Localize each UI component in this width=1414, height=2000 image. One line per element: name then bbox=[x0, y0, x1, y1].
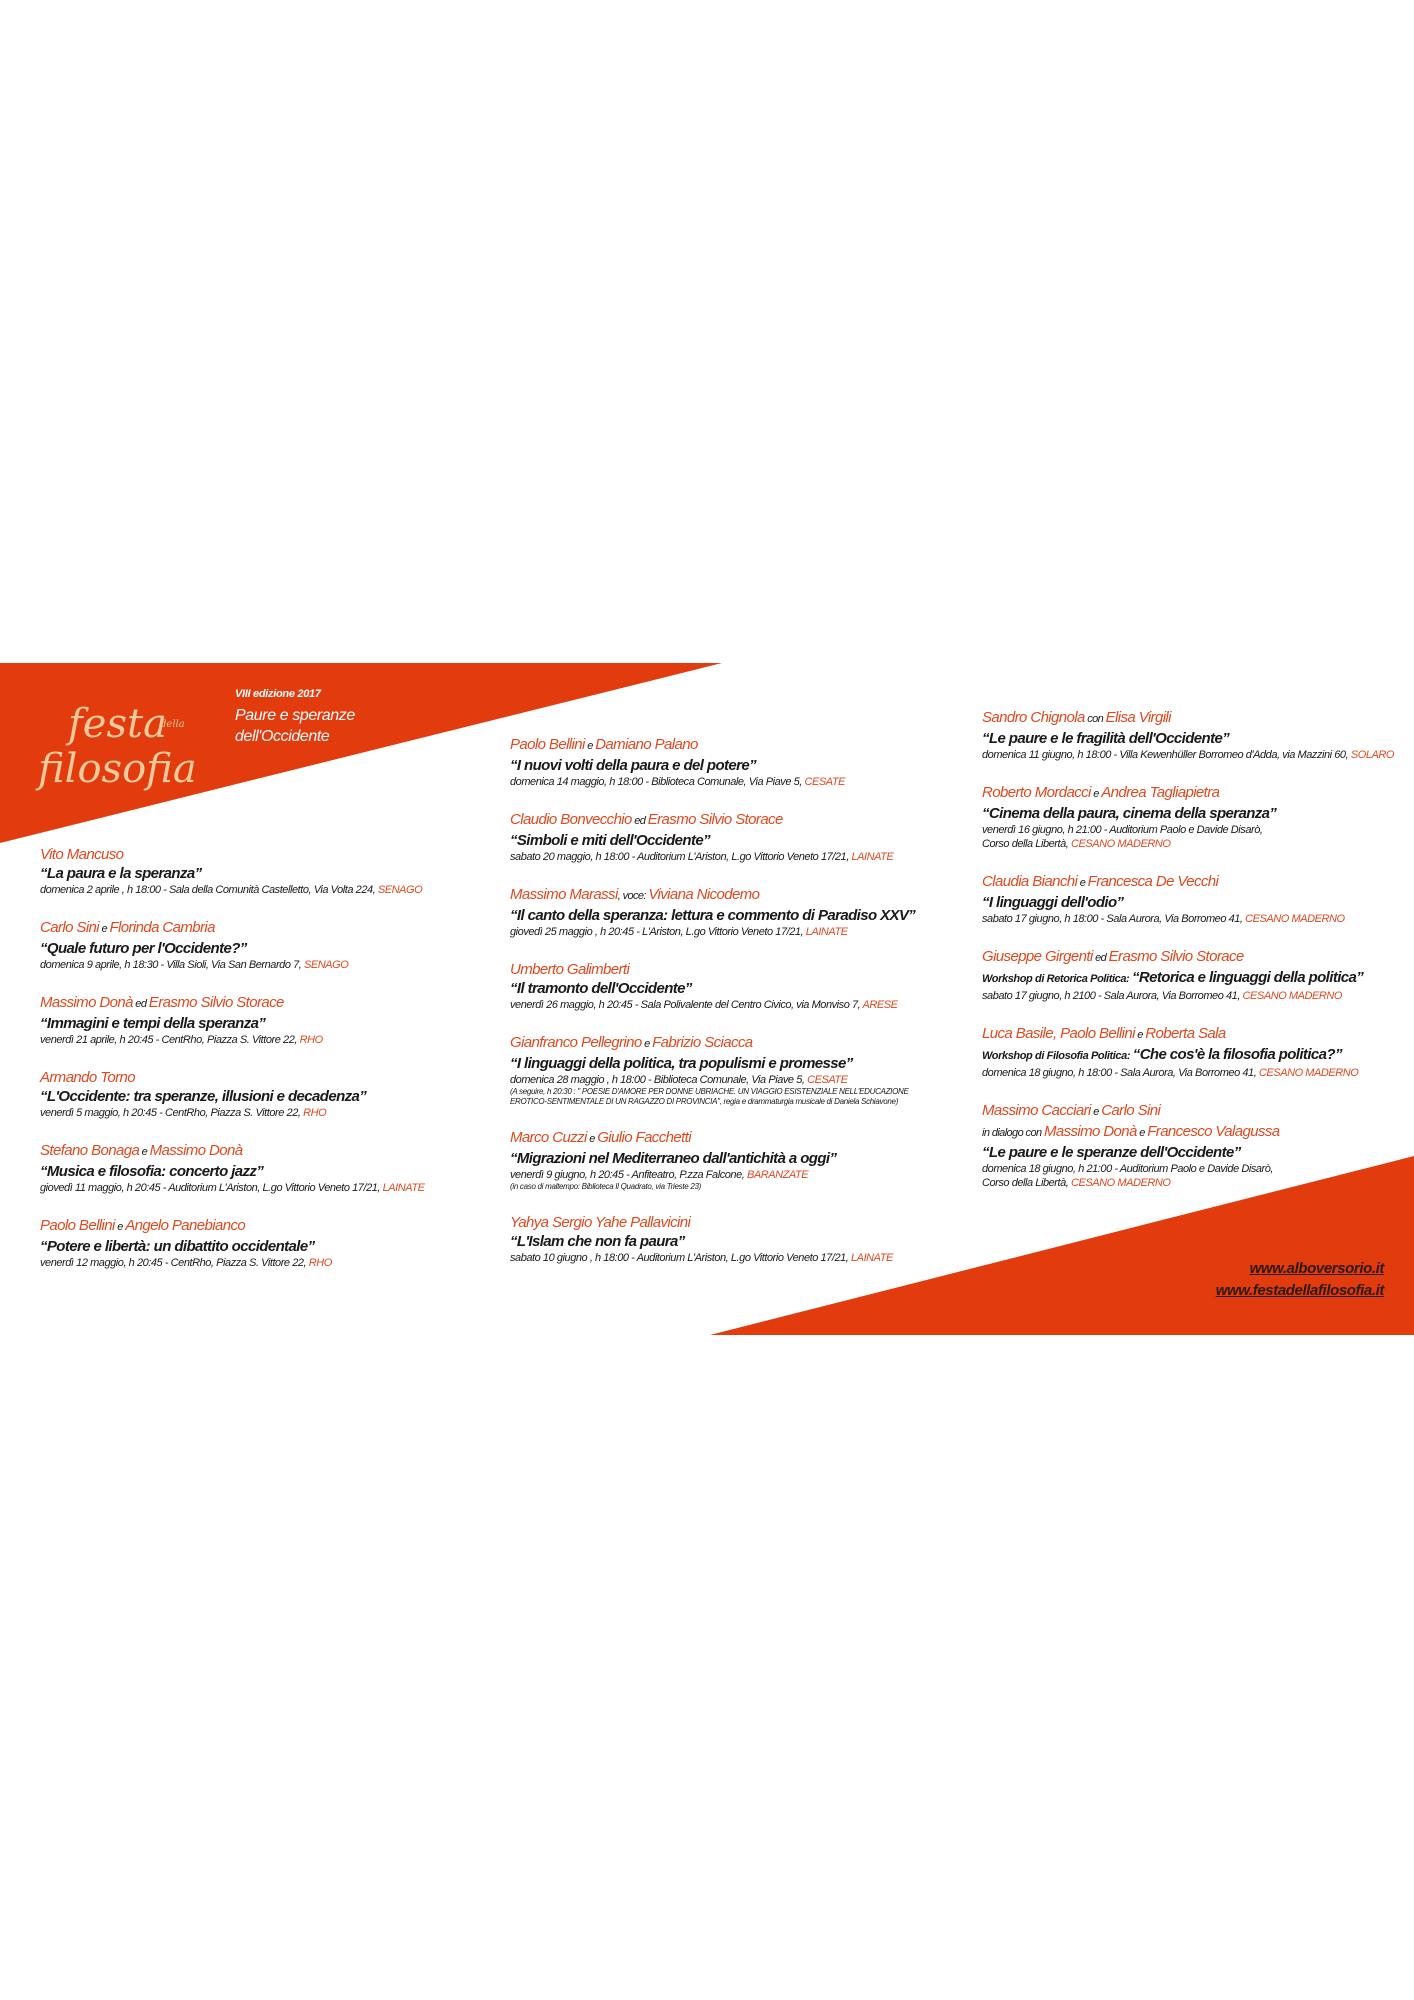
event-entry bbox=[510, 960, 915, 1012]
event-title-text: “Quale futuro per l'Occidente?” bbox=[40, 940, 247, 957]
event-title-text: “Le paure e le speranze dell'Occidente” bbox=[982, 1144, 1241, 1161]
event-title-text: “Le paure e le fragilità dell'Occidente” bbox=[982, 730, 1230, 747]
event-entry bbox=[510, 735, 915, 789]
event-title-text: “I linguaggi della politica, tra populismi e promesse” bbox=[510, 1055, 853, 1072]
speaker-name: Francesco Valagussa bbox=[1147, 1123, 1280, 1140]
event-details bbox=[510, 1168, 915, 1182]
event-town: LAINATE bbox=[851, 1252, 893, 1264]
event-town: CESANO MADERNO bbox=[1245, 913, 1345, 925]
event-details bbox=[982, 837, 1394, 851]
event-speakers bbox=[40, 918, 425, 939]
event-date-venue: domenica 18 giugno, h 18:00 - Sala Aurora, Via Borromeo 41, bbox=[982, 1067, 1259, 1079]
event-entry bbox=[510, 1033, 915, 1107]
event-town: RHO bbox=[299, 1034, 323, 1046]
event-title-text: “Il tramonto dell'Occidente” bbox=[510, 980, 692, 997]
event-town: CESANO MADERNO bbox=[1071, 1177, 1171, 1189]
event-details bbox=[982, 823, 1394, 837]
speaker-connector: e bbox=[1090, 1106, 1102, 1118]
speaker-connector: ed bbox=[631, 815, 648, 827]
speaker-name: Massimo Donà bbox=[1043, 1123, 1137, 1140]
event-entry bbox=[982, 1101, 1394, 1190]
speaker-connector: e bbox=[1134, 1029, 1146, 1041]
event-town: CESATE bbox=[804, 776, 845, 788]
event-entry bbox=[982, 947, 1394, 1003]
event-date-venue: venerdì 12 maggio, h 20:45 - CentRho, Piazza S. Vittore 22, bbox=[40, 1257, 309, 1269]
speaker-connector: ed bbox=[132, 998, 149, 1010]
speaker-name: Stefano Bonaga bbox=[40, 1142, 140, 1159]
event-details bbox=[40, 1256, 425, 1270]
speaker-name: Yahya Sergio Yahe Pallavicini bbox=[510, 1214, 691, 1231]
event-date-venue: sabato 17 giugno, h 18:00 - Sala Aurora, Via Borromeo 41, bbox=[982, 913, 1246, 925]
speaker-name: Massimo Donà bbox=[149, 1142, 243, 1159]
event-speakers bbox=[982, 872, 1394, 893]
program-column-3 bbox=[982, 708, 1394, 1211]
event-details bbox=[40, 1106, 425, 1120]
event-entry bbox=[40, 1216, 425, 1270]
event-title-text: “Cinema della paura, cinema della speranza” bbox=[982, 805, 1277, 822]
speaker-name: Erasmo Silvio Storace bbox=[1108, 948, 1244, 965]
event-date-venue: sabato 10 giugno , h 18:00 - Auditorium L'Ariston, L.go Vittorio Veneto 17/21, bbox=[510, 1252, 852, 1264]
event-title-text: “Simboli e miti dell'Occidente” bbox=[510, 832, 711, 849]
speaker-name: Viviana Nicodemo bbox=[648, 886, 760, 903]
event-speakers bbox=[982, 947, 1394, 968]
event-title-text: “Retorica e linguaggi della politica” bbox=[1131, 969, 1364, 986]
event-town: LAINATE bbox=[382, 1182, 425, 1194]
speaker-name: Francesca De Vecchi bbox=[1087, 873, 1219, 890]
speaker-name: Carlo Sini bbox=[40, 919, 100, 936]
speaker-name: Paolo Bellini bbox=[510, 736, 585, 753]
speaker-connector: e bbox=[114, 1221, 126, 1233]
speaker-name: Armando Torno bbox=[40, 1069, 136, 1086]
event-speakers bbox=[510, 960, 915, 979]
event-title bbox=[40, 939, 425, 958]
event-town: SOLARO bbox=[1350, 749, 1394, 761]
event-date-venue: Corso della Libertà, bbox=[982, 838, 1071, 850]
speaker-name: Giuseppe Girgenti bbox=[982, 948, 1093, 965]
event-title-text: “Migrazioni nel Mediterraneo dall'antichità a oggi” bbox=[510, 1150, 837, 1167]
speaker-name: Luca Basile, Paolo Bellini bbox=[982, 1025, 1135, 1042]
event-town: CESANO MADERNO bbox=[1258, 1067, 1359, 1079]
speaker-name: Umberto Galimberti bbox=[510, 961, 630, 978]
event-speakers bbox=[40, 1216, 425, 1237]
speaker-name: Sandro Chignola bbox=[982, 709, 1085, 726]
event-title bbox=[982, 893, 1394, 912]
program-column-1 bbox=[40, 845, 425, 1291]
speaker-connector: e bbox=[139, 1146, 150, 1158]
event-title bbox=[982, 729, 1394, 748]
event-entry bbox=[510, 885, 915, 939]
event-title-text: “L'Occidente: tra speranze, illusioni e decadenza” bbox=[40, 1088, 367, 1105]
event-speakers-secondary bbox=[982, 1122, 1394, 1143]
event-title-text: “Che cos'è la filosofia politica?” bbox=[1132, 1046, 1342, 1063]
festa-filosofia-logo bbox=[30, 687, 230, 797]
speaker-connector: e bbox=[1136, 1127, 1148, 1139]
event-entry bbox=[40, 845, 425, 897]
event-town: SENAGO bbox=[303, 959, 349, 971]
event-title bbox=[40, 1087, 425, 1106]
event-title bbox=[982, 1045, 1394, 1066]
event-title bbox=[40, 1237, 425, 1256]
event-date-venue: giovedì 11 maggio, h 20:45 - Auditorium L'Ariston, L.go Vittorio Veneto 17/21, bbox=[40, 1182, 383, 1194]
speaker-connector: con bbox=[1084, 713, 1106, 725]
event-date-venue: domenica 14 maggio, h 18:00 - Biblioteca Comunale, Via Piave 5, bbox=[510, 776, 805, 788]
speaker-name: Florinda Cambria bbox=[109, 919, 215, 936]
event-title bbox=[40, 864, 425, 883]
svg-text:filosofia: filosofia bbox=[38, 746, 197, 792]
event-details bbox=[510, 925, 915, 939]
event-speakers bbox=[982, 1024, 1394, 1045]
event-title bbox=[510, 1232, 915, 1251]
event-details bbox=[982, 1066, 1394, 1080]
event-details bbox=[510, 850, 915, 864]
event-town: CESANO MADERNO bbox=[1242, 990, 1342, 1002]
event-entry bbox=[982, 1024, 1394, 1080]
event-town: CESATE bbox=[807, 1074, 848, 1086]
speaker-name: Roberta Sala bbox=[1145, 1025, 1226, 1042]
event-title-text: “Musica e filosofia: concerto jazz” bbox=[40, 1163, 264, 1180]
svg-text:festa: festa bbox=[68, 701, 167, 747]
event-date-venue: venerdì 9 giugno, h 20:45 - Anfiteatro, P.zza Falcone, bbox=[510, 1169, 747, 1181]
event-details bbox=[982, 1176, 1394, 1190]
event-details bbox=[982, 748, 1394, 762]
speaker-connector: , voce: bbox=[617, 890, 649, 902]
speaker-name: Fabrizio Sciacca bbox=[652, 1034, 753, 1051]
event-entry bbox=[982, 708, 1394, 762]
event-town: RHO bbox=[308, 1257, 332, 1269]
event-speakers bbox=[40, 1068, 425, 1087]
event-details bbox=[510, 998, 915, 1012]
event-note: (A seguire, h 20:30 : " POESIE D'AMORE PER DONNE UBRIACHE. UN VIAGGIO ESISTENZIALE NELL'EDUCAZIONE bbox=[510, 1087, 909, 1096]
event-entry bbox=[510, 1128, 915, 1192]
speaker-name: Gianfranco Pellegrino bbox=[510, 1034, 642, 1051]
event-prefix: Workshop di Filosofia Politica: bbox=[982, 1050, 1133, 1062]
event-date-venue: Corso della Libertà, bbox=[982, 1177, 1071, 1189]
svg-text:della: della bbox=[160, 719, 185, 730]
event-details bbox=[982, 989, 1394, 1003]
speaker-name: Elisa Virgili bbox=[1105, 709, 1171, 726]
event-speakers bbox=[40, 845, 425, 864]
edition-label: VIII edizione 2017 bbox=[235, 688, 321, 700]
event-date-venue: sabato 20 maggio, h 18:00 - Auditorium L'Ariston, L.go Vittorio Veneto 17/21, bbox=[510, 851, 852, 863]
event-speakers bbox=[510, 885, 915, 906]
event-speakers bbox=[982, 708, 1394, 729]
event-title bbox=[982, 804, 1394, 823]
event-prefix: Workshop di Retorica Politica: bbox=[982, 973, 1132, 985]
event-title-text: “La paura e la speranza” bbox=[40, 865, 202, 882]
event-town: LAINATE bbox=[805, 926, 848, 938]
event-speakers bbox=[510, 735, 915, 756]
event-town: SENAGO bbox=[377, 884, 423, 896]
event-speakers bbox=[510, 1128, 915, 1149]
event-town: CESANO MADERNO bbox=[1071, 838, 1171, 850]
event-entry bbox=[982, 783, 1394, 851]
brochure-band bbox=[0, 663, 1414, 1335]
event-town: RHO bbox=[303, 1107, 327, 1119]
speaker-name: Claudio Bonvecchio bbox=[510, 811, 632, 828]
speaker-name: Erasmo Silvio Storace bbox=[148, 994, 284, 1011]
event-title-text: “Il canto della speranza: lettura e commento di Paradiso XXV” bbox=[510, 907, 916, 924]
event-date-venue: venerdì 5 maggio, h 20:45 - CentRho, Piazza S. Vittore 22, bbox=[40, 1107, 304, 1119]
event-date-venue: giovedì 25 maggio , h 20:45 - L'Ariston, L.go Vittorio Veneto 17/21, bbox=[510, 926, 806, 938]
event-entry bbox=[40, 1068, 425, 1120]
event-title bbox=[510, 906, 915, 925]
event-title bbox=[982, 1143, 1394, 1162]
speaker-connector: e bbox=[584, 740, 596, 752]
event-details bbox=[510, 775, 915, 789]
speaker-name: Claudia Bianchi bbox=[982, 873, 1078, 890]
event-date-venue: domenica 28 maggio , h 18:00 - Biblioteca Comunale, Via Piave 5, bbox=[510, 1074, 808, 1086]
event-entry bbox=[510, 1213, 915, 1265]
event-note: (in caso di maltempo: Biblioteca Il Quadrato, via Trieste 23) bbox=[510, 1182, 701, 1191]
event-title-text: “I nuovi volti della paura e del potere” bbox=[510, 757, 757, 774]
event-speakers bbox=[510, 1213, 915, 1232]
event-title-text: “Potere e libertà: un dibattito occidentale” bbox=[40, 1238, 315, 1255]
event-entry bbox=[40, 918, 425, 972]
speaker-connector: ed bbox=[1092, 952, 1109, 964]
event-date-venue: domenica 11 giugno, h 18:00 - Villa Kewenhüller Borromeo d'Adda, via Mazzini 60, bbox=[982, 749, 1351, 761]
event-details bbox=[40, 958, 425, 972]
event-entry bbox=[982, 872, 1394, 926]
event-speakers bbox=[510, 1033, 915, 1054]
speaker-connector: e bbox=[641, 1038, 653, 1050]
event-speakers bbox=[40, 1141, 425, 1162]
event-date-venue: venerdì 16 giugno, h 21:00 - Auditorium Paolo e Davide Disarò, bbox=[982, 824, 1263, 836]
speaker-name: Massimo Donà bbox=[40, 994, 133, 1011]
event-title bbox=[40, 1014, 425, 1033]
event-date-venue: venerdì 26 maggio, h 20:45 - Sala Polivalente del Centro Civico, via Monviso 7, bbox=[510, 999, 863, 1011]
event-title-text: “Immagini e tempi della speranza” bbox=[40, 1015, 266, 1032]
speaker-name: Carlo Sini bbox=[1101, 1102, 1161, 1119]
event-speakers bbox=[510, 810, 915, 831]
event-entry bbox=[40, 1141, 425, 1195]
event-town: LAINATE bbox=[851, 851, 894, 863]
event-entry bbox=[510, 810, 915, 864]
speaker-connector: e bbox=[586, 1133, 598, 1145]
event-date-venue: domenica 9 aprile, h 18:30 - Villa Sioli, Via San Bernardo 7, bbox=[40, 959, 304, 971]
speaker-name: Giulio Facchetti bbox=[597, 1129, 691, 1146]
festival-subtitle: Paure e speranze dell'Occidente bbox=[235, 707, 355, 745]
event-speakers bbox=[982, 1101, 1394, 1122]
event-details bbox=[982, 1162, 1394, 1176]
event-date-venue: sabato 17 giugno, h 2100 - Sala Aurora, Via Borromeo 41, bbox=[982, 990, 1243, 1002]
event-entry bbox=[40, 993, 425, 1047]
speaker-name: Massimo Cacciari bbox=[982, 1102, 1091, 1119]
event-details bbox=[40, 1033, 425, 1047]
speaker-connector: in dialogo con bbox=[982, 1127, 1044, 1139]
website-links bbox=[1216, 1258, 1384, 1302]
event-title bbox=[510, 1054, 915, 1073]
speaker-connector: e bbox=[1077, 877, 1088, 889]
speaker-connector: e bbox=[99, 923, 110, 935]
speaker-name: Angelo Panebianco bbox=[125, 1217, 246, 1234]
speaker-name: Erasmo Silvio Storace bbox=[647, 811, 783, 828]
event-speakers bbox=[982, 783, 1394, 804]
event-town: BARANZATE bbox=[746, 1169, 809, 1181]
speaker-name: Damiano Palano bbox=[595, 736, 698, 753]
event-title bbox=[510, 1149, 915, 1168]
event-title bbox=[510, 979, 915, 998]
speaker-name: Andrea Tagliapietra bbox=[1101, 784, 1220, 801]
event-speakers bbox=[40, 993, 425, 1014]
event-date-venue: venerdì 21 aprile, h 20:45 - CentRho, Piazza S. Vittore 22, bbox=[40, 1034, 300, 1046]
event-details bbox=[40, 883, 425, 897]
speaker-connector: e bbox=[1090, 788, 1102, 800]
speaker-name: Massimo Marassi bbox=[510, 886, 618, 903]
speaker-name: Vito Mancuso bbox=[40, 846, 124, 863]
event-title-text: “I linguaggi dell'odio” bbox=[982, 894, 1124, 911]
speaker-name: Paolo Bellini bbox=[40, 1217, 115, 1234]
event-date-venue: domenica 18 giugno, h 21:00 - Auditorium Paolo e Davide Disarò, bbox=[982, 1163, 1274, 1175]
event-date-venue: domenica 2 aprile , h 18:00 - Sala della Comunità Castelletto, Via Volta 224, bbox=[40, 884, 378, 896]
program-column-2 bbox=[510, 735, 915, 1286]
speaker-name: Roberto Mordacci bbox=[982, 784, 1091, 801]
event-details bbox=[510, 1251, 915, 1265]
link-alboversorio[interactable]: www.alboversorio.it bbox=[1249, 1260, 1384, 1277]
event-note: EROTICO-SENTIMENTALE DI UN RAGAZZO DI PROVINCIA", regia e drammaturgia musicale di Daniela Schiavone) bbox=[510, 1097, 899, 1106]
event-title bbox=[40, 1162, 425, 1181]
event-title bbox=[510, 756, 915, 775]
event-details bbox=[982, 912, 1394, 926]
link-festadellafilosofia[interactable]: www.festadellafilosofia.it bbox=[1215, 1282, 1384, 1299]
event-title bbox=[982, 968, 1394, 989]
event-town: ARESE bbox=[862, 999, 898, 1011]
event-details bbox=[510, 1073, 915, 1087]
event-title-text: “L'Islam che non fa paura” bbox=[510, 1233, 685, 1250]
event-details bbox=[40, 1181, 425, 1195]
event-title bbox=[510, 831, 915, 850]
speaker-name: Marco Cuzzi bbox=[510, 1129, 587, 1146]
